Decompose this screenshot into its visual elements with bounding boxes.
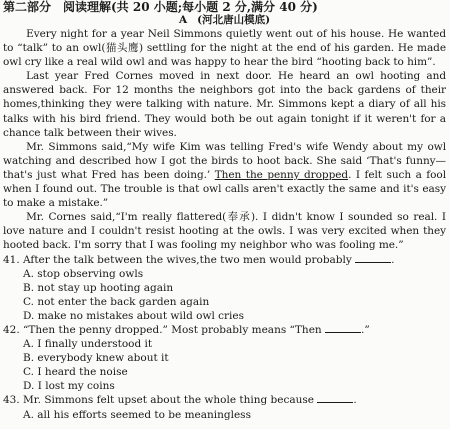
question-43 (3, 393, 446, 407)
question-42-option-d: D. I lost my coins (23, 380, 115, 393)
paragraph-3-part-1: Mr. Simmons said,“My wife Kim was telling Fred's wife Wendy about my owl watching and described how I got the birds to hoot back. She said ‘That's funny—that's just what Fred has been doing.’ (3, 140, 446, 181)
passage-subheading (3, 14, 446, 27)
question-42-option-c: C. I heard the noise (23, 366, 128, 379)
passage-source: (河北唐山模底) (197, 14, 271, 26)
underlined-phrase: Then the penny dropped (214, 168, 349, 181)
question-43-end: . (353, 394, 357, 407)
question-41 (3, 253, 446, 267)
answer-blank (355, 253, 391, 263)
question-42-option-b: B. everybody knew about it (23, 352, 169, 365)
question-42-stem: 42. “Then the penny dropped.” Most probably means “Then (3, 323, 326, 336)
question-41-option-b: B. not stay up hooting again (23, 281, 174, 294)
passage-paragraph-3 (3, 140, 446, 210)
question-41-option-a: A. stop observing owls (23, 267, 144, 280)
question-42 (3, 323, 446, 337)
passage-paragraph-1: Every night for a year Neil Simmons quietly went out of his house. He wanted to “talk” to an owl(猫头鹰) settling for the night at the end of his garden. He made owl cry like a real wild owl and was happy to hear the bird “hooting back to him”. (3, 28, 446, 69)
answer-blank (317, 393, 353, 403)
question-42-end: .” (361, 323, 370, 336)
question-43-stem: 43. Mr. Simmons felt upset about the whole thing because (3, 394, 318, 407)
question-42-option-a: A. I finally understood it (23, 338, 153, 351)
passage-paragraph-2: Last year Fred Cornes moved in next door. He heard an owl hooting and answered back. For 12 months the neighbors got into the back gardens of their homes,thinking they were talking with nature. Mr. Simmons kept a diary of all his talks with his bird friend. They would both be out again tonight if it weren't for a chance talk between their wives. (3, 70, 446, 139)
section-heading: 第二部分 阅读理解(共 20 小题;每小题 2 分,满分 40 分) (3, 0, 318, 14)
question-43-option-a: A. all his efforts seemed to be meaningless (23, 408, 251, 421)
question-41-stem: 41. After the talk between the wives,the two men would probably (3, 253, 356, 266)
paragraph-3-part-2: . I felt such a fool when I found out. The trouble is that owl calls aren't exactly the same and it's easy to make a mistake.” (3, 168, 446, 210)
question-41-end: . (391, 253, 395, 266)
passage-paragraph-4: Mr. Cornes said,“I'm really flattered(奉承). I didn't know I sounded so real. I love nature and I couldn't resist hooting at the owls. I was very excited when they hooted back. I'm sorry that I was fooling my neighbor who was fooling me.” (3, 211, 446, 252)
answer-blank (325, 323, 361, 333)
question-41-option-d: D. make no mistakes about wild owl cries (23, 309, 245, 322)
passage-label: A (178, 14, 188, 26)
question-41-option-c: C. not enter the back garden again (23, 295, 210, 308)
